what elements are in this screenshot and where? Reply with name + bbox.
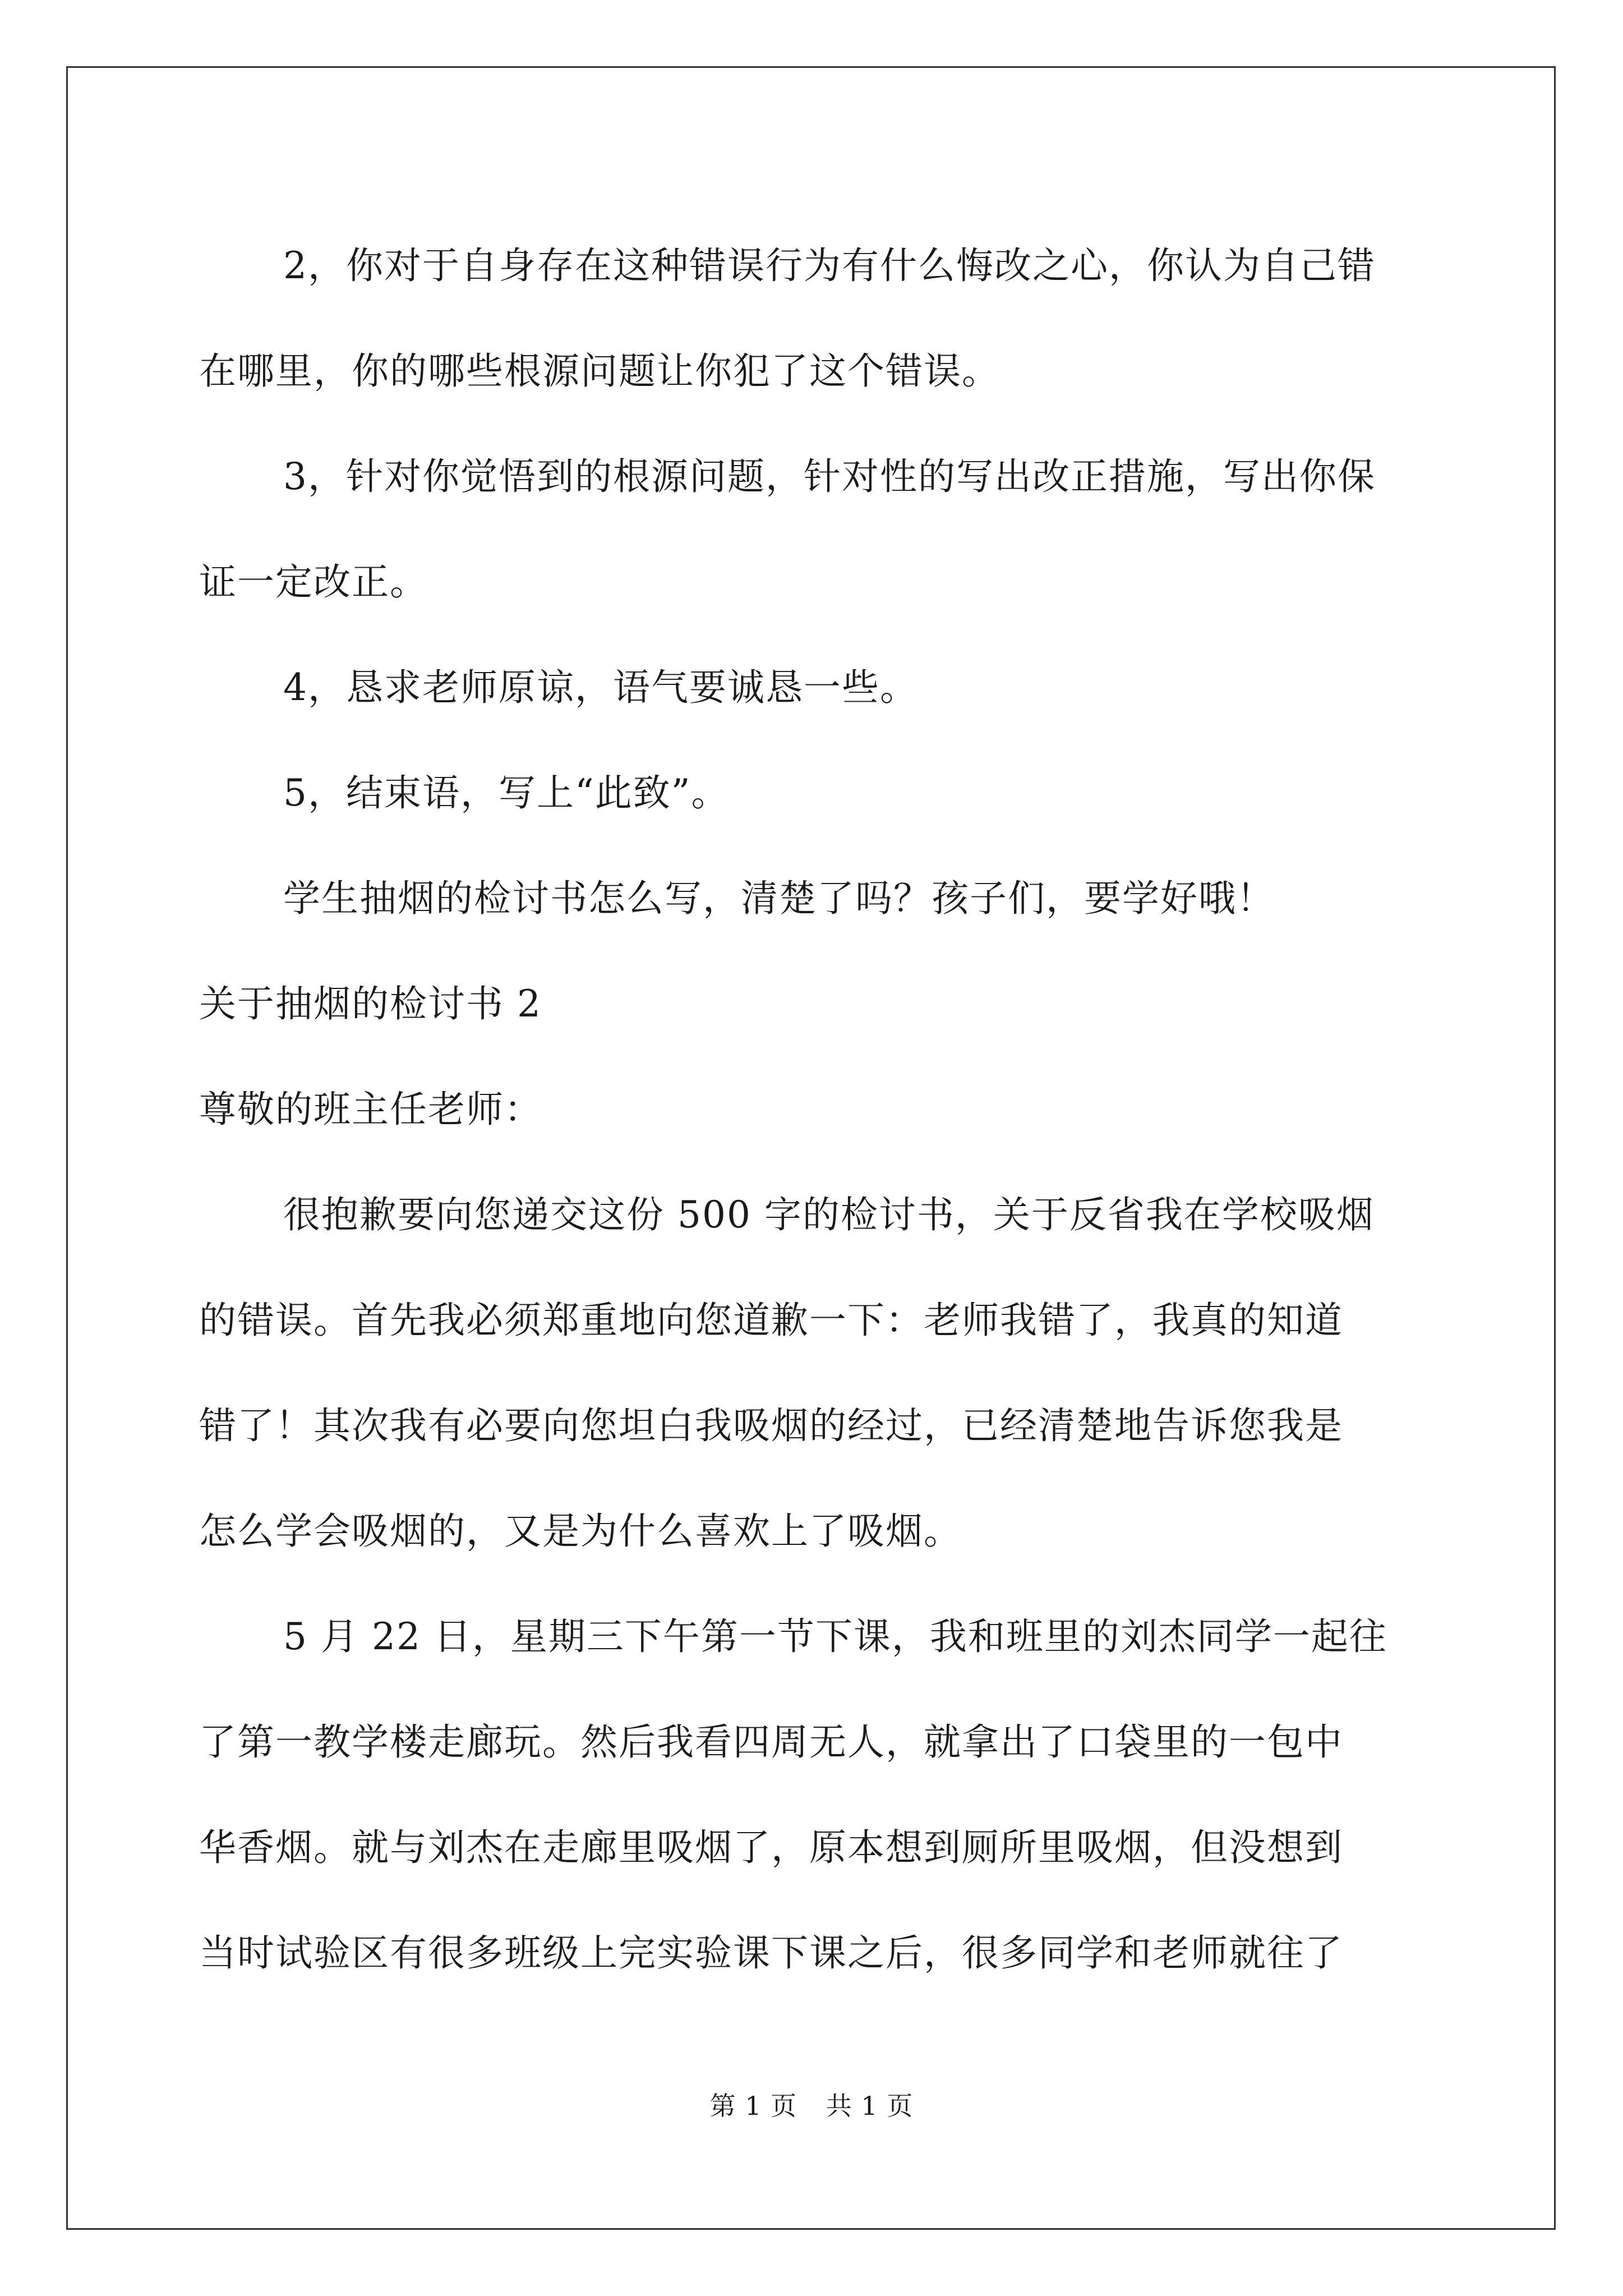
paragraph-line: 3，针对你觉悟到的根源问题，针对性的写出改正措施，写出你保 [283,455,1376,498]
paragraph-line: 当时试验区有很多班级上完实验课下课之后，很多同学和老师就往了 [199,1931,1343,1975]
paragraph-line: 错了！其次我有必要向您坦白我吸烟的经过，已经清楚地告诉您我是 [199,1404,1343,1447]
page-number: 第 1 页 [709,2091,797,2121]
page-footer [0,2086,1623,2123]
paragraph-line: 5，结束语，写上“此致”。 [283,771,730,815]
paragraph-line: 的错误。首先我必须郑重地向您道歉一下：老师我错了，我真的知道 [199,1299,1343,1342]
paragraph-line: 5 月 22 日，星期三下午第一节下课，我和班里的刘杰同学一起往 [283,1615,1387,1658]
page-total: 共 1 页 [826,2091,914,2121]
document-body [199,213,1427,2006]
paragraph-line: 2，你对于自身存在这种错误行为有什么悔改之心，你认为自己错 [283,244,1376,287]
paragraph-line: 在哪里，你的哪些根源问题让你犯了这个错误。 [199,349,1000,393]
section-heading: 关于抽烟的检讨书 2 [199,982,542,1025]
paragraph-line: 了第一教学楼走廊玩。然后我看四周无人，就拿出了口袋里的一包中 [199,1720,1343,1764]
paragraph-line: 证一定改正。 [199,560,428,604]
paragraph-line: 华香烟。就与刘杰在走廊里吸烟了，原本想到厕所里吸烟，但没想到 [199,1826,1343,1869]
paragraph-line: 很抱歉要向您递交这份 500 字的检讨书，关于反省我在学校吸烟 [283,1193,1375,1236]
paragraph-line: 4，恳求老师原谅，语气要诚恳一些。 [283,666,918,709]
paragraph-line: 学生抽烟的检讨书怎么写，清楚了吗？孩子们，要学好哦！ [283,877,1275,920]
paragraph-line: 怎么学会吸烟的，又是为什么喜欢上了吸烟。 [199,1510,962,1553]
salutation: 尊敬的班主任老师： [199,1088,542,1131]
